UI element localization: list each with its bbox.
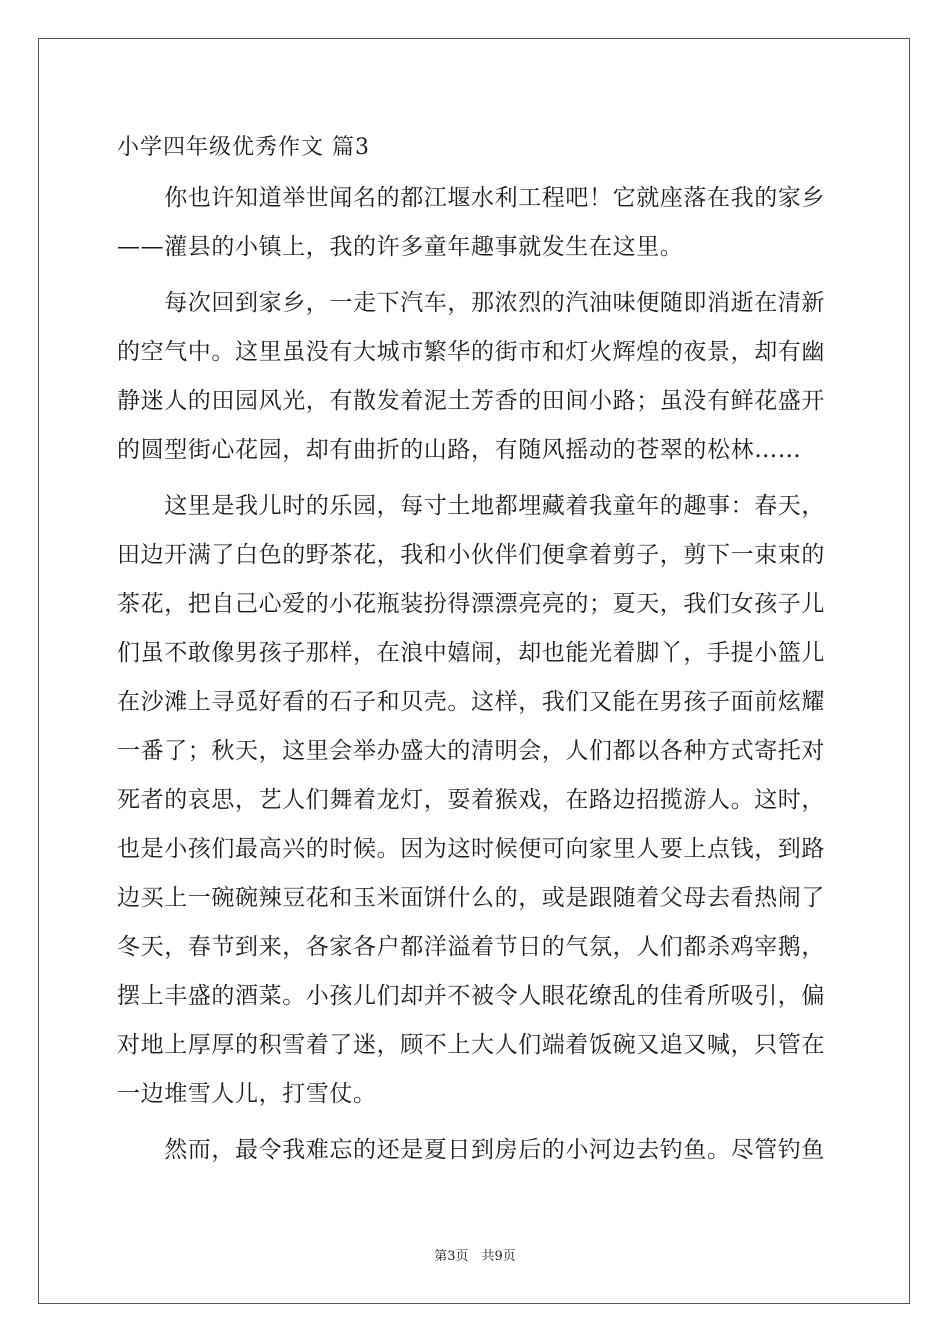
page-border — [38, 38, 910, 1304]
text-line: 对地上厚厚的积雪着了迷，顾不上大人们端着饭碗又追又喊，只管在 — [117, 1032, 825, 1058]
text-line: 茶花，把自己心爱的小花瓶装扮得漂漂亮亮的；夏天，我们女孩子儿 — [117, 591, 825, 617]
text-line: 的圆型街心花园，却有曲折的山路，有随风摇动的苍翠的松林…… — [117, 437, 802, 463]
text-line: 田边开满了白色的野茶花，我和小伙伴们便拿着剪子，剪下一束束的 — [117, 542, 825, 568]
text-line: 每次回到家乡，一走下汽车，那浓烈的汽油味便随即消逝在清新 — [117, 290, 825, 316]
text-line: 然而，最令我难忘的还是夏日到房后的小河边去钓鱼。尽管钓鱼 — [117, 1137, 825, 1163]
essay-heading: 小学四年级优秀作文 篇3 — [117, 135, 370, 160]
text-line: 在沙滩上寻觅好看的石子和贝壳。这样，我们又能在男孩子面前炫耀 — [117, 689, 825, 715]
text-line: 死者的哀思，艺人们舞着龙灯，耍着猴戏，在路边招揽游人。这时， — [117, 787, 825, 813]
text-line: 的空气中。这里虽没有大城市繁华的街市和灯火辉煌的夜景，却有幽 — [117, 339, 825, 365]
text-line: 你也许知道举世闻名的都江堰水利工程吧！它就座落在我的家乡 — [117, 185, 825, 211]
page-number: 第3页 共9页 — [434, 1249, 516, 1264]
text-line: 边买上一碗碗辣豆花和玉米面饼什么的，或是跟随着父母去看热闹了 — [117, 885, 825, 911]
text-line: ——灌县的小镇上，我的许多童年趣事就发生在这里。 — [117, 234, 684, 260]
text-line: 摆上丰盛的酒菜。小孩儿们却并不被令人眼花缭乱的佳肴所吸引，偏 — [117, 983, 825, 1009]
text-line: 们虽不敢像男孩子那样，在浪中嬉闹，却也能光着脚丫，手提小篮儿 — [117, 640, 825, 666]
text-line: 静迷人的田园风光，有散发着泥土芳香的田间小路；虽没有鲜花盛开 — [117, 388, 825, 414]
text-line: 一边堆雪人儿，打雪仗。 — [117, 1081, 377, 1107]
text-line: 一番了；秋天，这里会举办盛大的清明会，人们都以各种方式寄托对 — [117, 738, 825, 764]
text-line: 这里是我儿时的乐园，每寸土地都埋藏着我童年的趣事：春天， — [117, 493, 825, 519]
text-line: 冬天，春节到来，各家各户都洋溢着节日的气氛，人们都杀鸡宰鹅， — [117, 934, 825, 960]
text-line: 也是小孩们最高兴的时候。因为这时候便可向家里人要上点钱，到路 — [117, 836, 825, 862]
